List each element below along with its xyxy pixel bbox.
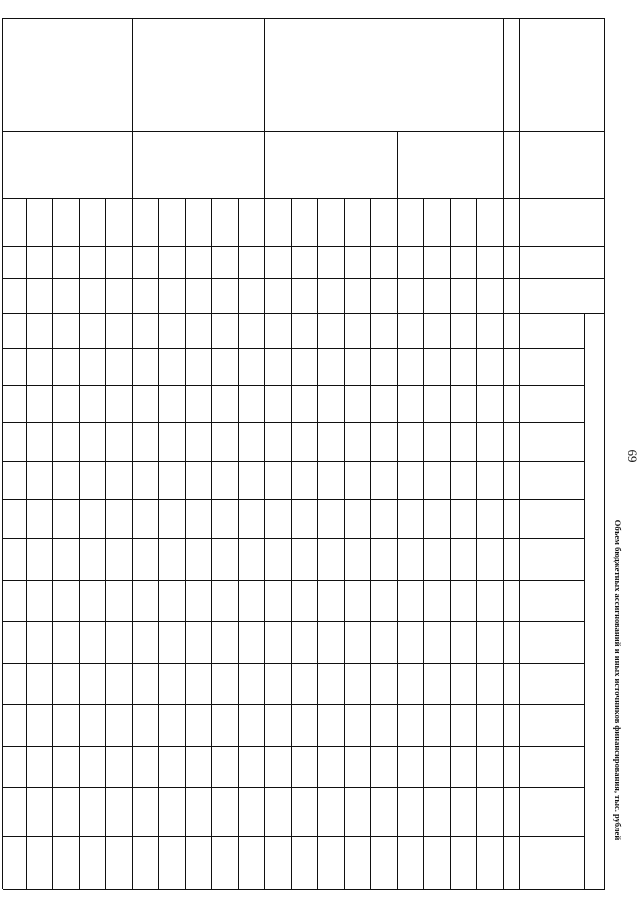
value-cell (160, 663, 187, 704)
value-cell (54, 621, 81, 663)
value-cell (27, 538, 54, 580)
value-cell (186, 580, 213, 621)
column-rule (3, 787, 585, 788)
value-cell (186, 422, 213, 461)
value-cell (213, 663, 240, 704)
value-cell (213, 385, 240, 422)
source-cell (451, 198, 478, 246)
value-cell (425, 704, 452, 746)
column-number (504, 313, 520, 348)
block-name (1, 21, 134, 128)
value-cell (398, 461, 425, 499)
value-cell (1, 313, 28, 348)
value-cell (213, 538, 240, 580)
source-cell (160, 198, 187, 246)
column-number (504, 499, 520, 538)
header-year (520, 461, 585, 499)
value-cell (186, 385, 213, 422)
value-cell (319, 348, 346, 385)
value-cell (80, 385, 107, 422)
value-cell (80, 422, 107, 461)
value-cell (160, 385, 187, 422)
value-cell (478, 348, 505, 385)
value-cell (1, 422, 28, 461)
value-cell (54, 348, 81, 385)
value-cell (54, 499, 81, 538)
value-cell (239, 422, 266, 461)
value-cell (292, 422, 319, 461)
value-cell (160, 704, 187, 746)
value-cell (213, 621, 240, 663)
value-cell (398, 348, 425, 385)
value-cell (186, 704, 213, 746)
value-cell (54, 422, 81, 461)
value-cell (451, 580, 478, 621)
value-cell (54, 538, 81, 580)
value-cell (319, 461, 346, 499)
value-cell (1, 246, 28, 278)
value-cell (160, 348, 187, 385)
source-cell (398, 198, 425, 246)
value-cell (425, 580, 452, 621)
value-cell (213, 246, 240, 278)
value-cell (319, 385, 346, 422)
value-cell (451, 348, 478, 385)
value-cell (186, 246, 213, 278)
value-cell (266, 246, 293, 278)
source-cell (345, 198, 372, 246)
value-cell (425, 621, 452, 663)
value-cell (80, 621, 107, 663)
source-cell (54, 198, 81, 246)
value-cell (425, 385, 452, 422)
header-year (520, 348, 585, 385)
block-responsible (1, 133, 134, 196)
header-year (520, 385, 585, 422)
column-number (504, 385, 520, 422)
value-cell (160, 538, 187, 580)
value-cell (319, 580, 346, 621)
value-cell (372, 385, 399, 422)
value-cell (239, 246, 266, 278)
header-year (520, 422, 585, 461)
value-cell (478, 422, 505, 461)
block-name (398, 21, 504, 128)
source-cell (319, 198, 346, 246)
column-number (504, 198, 520, 246)
value-cell (133, 621, 160, 663)
source-cell (133, 198, 160, 246)
value-cell (239, 580, 266, 621)
value-cell (345, 621, 372, 663)
value-cell (372, 580, 399, 621)
value-cell (451, 499, 478, 538)
value-cell (266, 499, 293, 538)
value-cell (239, 621, 266, 663)
value-cell (292, 246, 319, 278)
value-cell (107, 246, 134, 278)
value-cell (1, 538, 28, 580)
value-cell (133, 422, 160, 461)
value-cell (1, 499, 28, 538)
value-cell (213, 580, 240, 621)
value-cell (186, 461, 213, 499)
value-cell (372, 348, 399, 385)
header-source (520, 198, 605, 246)
value-cell (27, 580, 54, 621)
value-cell (372, 422, 399, 461)
value-cell (319, 246, 346, 278)
source-cell (107, 198, 134, 246)
value-cell (54, 704, 81, 746)
value-cell (27, 313, 54, 348)
value-cell (239, 538, 266, 580)
value-cell (266, 313, 293, 348)
value-cell (372, 246, 399, 278)
value-cell (425, 461, 452, 499)
value-cell (107, 313, 134, 348)
value-cell (345, 499, 372, 538)
value-cell (1, 348, 28, 385)
value-cell (451, 313, 478, 348)
column-number (504, 18, 520, 131)
value-cell (107, 499, 134, 538)
value-cell (133, 461, 160, 499)
value-cell (345, 461, 372, 499)
value-cell (54, 246, 81, 278)
value-cell (80, 313, 107, 348)
value-cell (107, 538, 134, 580)
value-cell (160, 621, 187, 663)
value-cell (266, 461, 293, 499)
source-cell (292, 198, 319, 246)
value-cell (451, 246, 478, 278)
value-cell (345, 246, 372, 278)
value-cell (372, 313, 399, 348)
value-cell (345, 663, 372, 704)
source-cell (266, 198, 293, 246)
value-cell (292, 704, 319, 746)
value-cell (160, 499, 187, 538)
value-cell (107, 461, 134, 499)
funding-table (3, 18, 605, 889)
header-year (520, 538, 585, 580)
value-cell (266, 663, 293, 704)
source-cell (186, 198, 213, 246)
value-cell (54, 663, 81, 704)
value-cell (1, 385, 28, 422)
value-cell (80, 538, 107, 580)
value-cell (372, 538, 399, 580)
value-cell (1, 663, 28, 704)
value-cell (292, 461, 319, 499)
value-cell (266, 422, 293, 461)
value-cell (160, 313, 187, 348)
column-number (504, 580, 520, 621)
value-cell (345, 580, 372, 621)
value-cell (1, 704, 28, 746)
value-cell (27, 663, 54, 704)
column-number (504, 348, 520, 385)
value-cell (425, 499, 452, 538)
value-cell (372, 663, 399, 704)
value-cell (425, 246, 452, 278)
value-cell (239, 499, 266, 538)
value-cell (478, 246, 505, 278)
value-cell (80, 663, 107, 704)
header-year (520, 621, 585, 663)
value-cell (107, 422, 134, 461)
value-cell (133, 499, 160, 538)
value-cell (239, 663, 266, 704)
value-cell (239, 313, 266, 348)
value-cell (239, 704, 266, 746)
value-cell (451, 704, 478, 746)
value-cell (266, 385, 293, 422)
column-number (504, 621, 520, 663)
value-cell (372, 621, 399, 663)
value-cell (478, 663, 505, 704)
block-rule (0, 18, 1, 889)
value-cell (80, 704, 107, 746)
value-cell (1, 580, 28, 621)
value-cell (266, 538, 293, 580)
value-cell (478, 621, 505, 663)
value-cell (27, 422, 54, 461)
value-cell (107, 704, 134, 746)
header-year (520, 580, 585, 621)
value-cell (398, 422, 425, 461)
value-cell (345, 422, 372, 461)
header-year (520, 704, 585, 746)
value-cell (80, 580, 107, 621)
value-cell (451, 538, 478, 580)
source-cell (213, 198, 240, 246)
value-cell (345, 313, 372, 348)
value-cell (80, 499, 107, 538)
value-cell (292, 538, 319, 580)
value-cell (186, 621, 213, 663)
value-cell (213, 422, 240, 461)
value-cell (54, 313, 81, 348)
header-total (520, 246, 585, 278)
value-cell (107, 580, 134, 621)
value-cell (133, 663, 160, 704)
value-cell (292, 499, 319, 538)
value-cell (133, 246, 160, 278)
value-cell (27, 499, 54, 538)
source-cell (80, 198, 107, 246)
column-number (504, 131, 520, 198)
value-cell (266, 621, 293, 663)
value-cell (345, 385, 372, 422)
header-name (520, 18, 605, 131)
value-cell (451, 621, 478, 663)
value-cell (160, 461, 187, 499)
value-cell (398, 385, 425, 422)
value-cell (160, 580, 187, 621)
value-cell (292, 348, 319, 385)
value-cell (27, 704, 54, 746)
value-cell (1, 621, 28, 663)
block-name (133, 21, 266, 128)
funding-caption: Объем бюджетных ассигнований и иных источников финансирования, тыс. рублей (613, 519, 623, 841)
value-cell (266, 580, 293, 621)
value-cell (451, 385, 478, 422)
value-cell (213, 313, 240, 348)
value-cell (213, 461, 240, 499)
value-cell (451, 663, 478, 704)
value-cell (478, 499, 505, 538)
column-number (504, 663, 520, 704)
value-cell (133, 580, 160, 621)
column-rule (3, 746, 585, 747)
value-cell (319, 663, 346, 704)
value-cell (54, 385, 81, 422)
value-cell (186, 663, 213, 704)
value-cell (478, 538, 505, 580)
column-rule (3, 836, 585, 837)
value-cell (27, 385, 54, 422)
column-rule (3, 278, 605, 279)
value-cell (319, 313, 346, 348)
value-cell (27, 461, 54, 499)
value-cell (425, 348, 452, 385)
value-cell (425, 313, 452, 348)
value-cell (425, 422, 452, 461)
value-cell (239, 348, 266, 385)
value-cell (319, 621, 346, 663)
source-cell (1, 198, 28, 246)
value-cell (186, 348, 213, 385)
value-cell (160, 246, 187, 278)
value-cell (107, 663, 134, 704)
column-number (504, 246, 520, 278)
header-year (520, 499, 585, 538)
value-cell (213, 704, 240, 746)
value-cell (1, 461, 28, 499)
source-cell (27, 198, 54, 246)
column-rule (3, 889, 605, 890)
value-cell (186, 499, 213, 538)
page-number: 69 (625, 449, 640, 463)
value-cell (54, 461, 81, 499)
header-year (520, 313, 585, 348)
source-cell (478, 198, 505, 246)
value-cell (266, 348, 293, 385)
value-cell (345, 538, 372, 580)
value-cell (239, 385, 266, 422)
value-cell (80, 348, 107, 385)
value-cell (107, 385, 134, 422)
value-cell (80, 461, 107, 499)
source-cell (239, 198, 266, 246)
value-cell (80, 246, 107, 278)
value-cell (292, 385, 319, 422)
value-cell (425, 663, 452, 704)
value-cell (398, 663, 425, 704)
value-cell (319, 538, 346, 580)
value-cell (186, 538, 213, 580)
value-cell (186, 313, 213, 348)
value-cell (27, 621, 54, 663)
value-cell (425, 538, 452, 580)
value-cell (27, 246, 54, 278)
value-cell (372, 461, 399, 499)
value-cell (292, 580, 319, 621)
value-cell (398, 538, 425, 580)
value-cell (319, 499, 346, 538)
value-cell (133, 538, 160, 580)
value-cell (239, 461, 266, 499)
value-cell (292, 621, 319, 663)
column-number (504, 422, 520, 461)
column-number (504, 538, 520, 580)
value-cell (372, 499, 399, 538)
value-cell (160, 422, 187, 461)
column-number (504, 461, 520, 499)
value-cell (451, 422, 478, 461)
value-cell (345, 348, 372, 385)
value-cell (478, 580, 505, 621)
value-cell (213, 348, 240, 385)
header-responsible (520, 131, 605, 198)
header-year (520, 663, 585, 704)
block-responsible (133, 133, 266, 196)
value-cell (133, 385, 160, 422)
value-cell (319, 422, 346, 461)
value-cell (107, 621, 134, 663)
source-cell (425, 198, 452, 246)
column-number (504, 704, 520, 746)
value-cell (27, 348, 54, 385)
value-cell (133, 348, 160, 385)
value-cell (478, 385, 505, 422)
value-cell (398, 704, 425, 746)
value-cell (292, 313, 319, 348)
value-cell (319, 704, 346, 746)
value-cell (398, 621, 425, 663)
value-cell (478, 313, 505, 348)
value-cell (372, 704, 399, 746)
value-cell (54, 580, 81, 621)
value-cell (133, 704, 160, 746)
block-responsible (398, 133, 504, 196)
source-cell (372, 198, 399, 246)
value-cell (398, 499, 425, 538)
value-cell (398, 246, 425, 278)
value-cell (478, 461, 505, 499)
value-cell (213, 499, 240, 538)
value-cell (478, 704, 505, 746)
value-cell (345, 704, 372, 746)
value-cell (266, 704, 293, 746)
value-cell (133, 313, 160, 348)
value-cell (451, 461, 478, 499)
block-responsible (266, 133, 399, 196)
value-cell (398, 580, 425, 621)
value-cell (107, 348, 134, 385)
value-cell (398, 313, 425, 348)
value-cell (292, 663, 319, 704)
